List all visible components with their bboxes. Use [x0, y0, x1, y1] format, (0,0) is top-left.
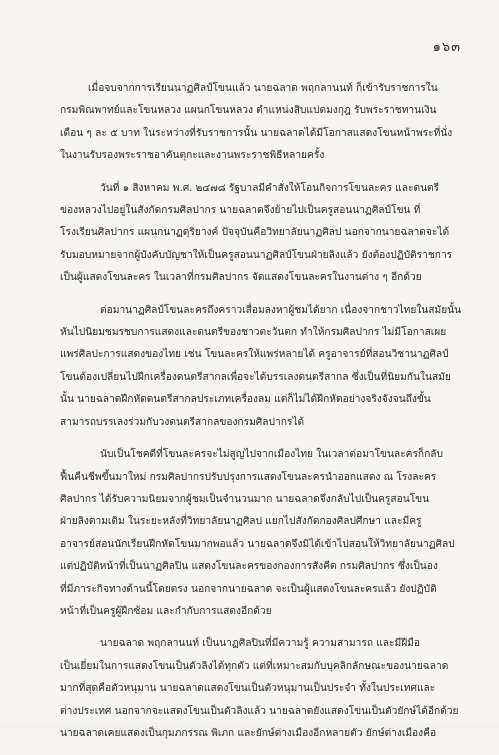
text-line: ศิลปากร ได้รับความนิยมจากผู้ชมเป็นจำนวนมาก นายฉลาดจึงกลับไปเป็นครูสอนโขน: [60, 493, 430, 505]
text-line: ต่อมานาฏศิลป์โขนละครถึงคราวเสื่อมลงหาผู้ชมได้ยาก เนื่องจากชาวไทยในสมัยนั้น: [100, 304, 462, 316]
text-line: นายฉลาด พฤกลานนท์ เป็นนาฏศิลปินที่มีความรู้ ความสามารถ และมีฝีมือ: [100, 638, 421, 650]
paragraph-1: [60, 78, 465, 168]
text-line: โขนต้องเปลี่ยนไปฝึกเครื่องดนตรีสากลเพื่อจะได้บรรเลงดนตรีสากล ซึ่งเป็นที่นิยมกันในสมัย: [60, 371, 451, 383]
page-number: ๑๖๓: [432, 40, 461, 55]
text-line: กรมพิณพาทย์และโขนหลวง แผนกโขนหลวง ตำแหน่งสิบแปดมงกุฎ รับพระราชทานเงิน: [60, 105, 437, 117]
body-text: [60, 78, 465, 755]
text-line: เป็นเยี่ยมในการแสดงโขนเป็นตัวลิงได้ทุกตัว แต่ที่เหมาะสมกับบุคลิกลักษณะของนายฉลาด: [60, 660, 449, 672]
paragraph-4: [60, 444, 465, 623]
text-line: แพร่ศิลปะการแสดงของไทย เช่น โขนละครให้แพร่หลายได้ ครูอาจารย์ที่สอนวิชานาฏศิลป์: [60, 349, 449, 361]
text-line: ฝ่ายลิงตามเดิม ในระยะหลังที่วิทยาลัยนาฏศิลป แยกไปสังกัดกองศิลปศึกษา และมีครู: [60, 516, 422, 528]
text-line: นั้น นายฉลาดฝึกหัดดนตรีสากลประเภทเครื่องลม แต่ก็ไม่ได้ฝึกหัดอย่างจริงจังจนถึงขั้น: [60, 394, 431, 406]
text-line: เดือน ๆ ละ ๕ บาท ในระหว่างที่รับราชการนั้น นายฉลาดได้มีโอกาสแสดงโขนหน้าพระที่นั่ง: [60, 127, 453, 139]
paragraph-3: [60, 300, 465, 434]
paragraph-5: [60, 633, 465, 745]
text-line: นับเป็นโชคดีที่โขนละครจะไม่สูญไปจากเมืองไทย ในเวลาต่อมาโขนละครก็กลับ: [100, 449, 443, 461]
paragraph-2: [60, 178, 465, 290]
text-line: ในงานรับรองพระราชอาคันตุกะและงานพระราชพิธีหลายครั้ง: [60, 150, 325, 162]
text-line: ของหลวงไปอยู่ในสังกัดกรมศิลปากร นายฉลาดจึงย้ายไปเป็นครูสอนนาฏศิลป์โขน ที่: [60, 205, 421, 217]
text-line: อาจารย์สอนนักเรียนฝึกหัดโขนมากพอแล้ว นายฉลาดจึงมิได้เข้าไปสอนให้วิทยาลัยนาฏศิลป: [60, 538, 455, 550]
text-line: หันไปนิยมชมรชบการแสดงและดนตรีของชาวตะวันตก ทำให้กรมศิลปากร ไม่มีโอกาสเผย: [60, 327, 447, 339]
text-line: เมื่อจบจากการเรียนนาฏศิลป์โขนแล้ว นายฉลาด พฤกลานนท์ ก็เข้ารับราชการใน: [88, 83, 438, 94]
text-line: ต่างประเทศ นอกจากจะแสดงโขนเป็นตัวลิงแล้ว นายฉลาดยังแสดงโขนเป็นตัวยักษ์ได้อีกด้วย: [60, 705, 459, 717]
text-line: โรงเรียนศิลปากร แผนกนาฏดุริยางค์ ปัจจุบันคือวิทยาลัยนาฏศิลป นอกจากนายฉลาดจะได้: [60, 227, 450, 239]
text-line: แต่ปฏิบัติหน้าที่เป็นนาฏศิลปิน แสดงโขนละครของกองการสังคีต กรมศิลปากร ซึ่งเป็นอง: [60, 561, 438, 573]
text-line: นายฉลาดเคยแสดงเป็นกุมภกรรณ พิเภก และยักษ์ต่างเมืองอีกหลายตัว ยักษ์ต่างเมืองคือ: [60, 727, 437, 739]
text-line: สามารถบรรเลงร่วมกับวงดนตรีสากลของกรมศิลปากรได้: [60, 416, 305, 428]
text-line: หน้าที่เป็นครูผู้ฝึกซ้อม และกำกับการแสดงอีกด้วย: [60, 605, 272, 617]
text-line: มากที่สุดคือตัวหนุมาน นายฉลาดแสดงโขนเป็นตัวหนุมานเป็นประจำ ทั้งในประเทศและ: [60, 683, 436, 695]
text-line: ที่มีภาระกิจทางด้านนี้โดยตรง นอกจากนายฉลาด จะเป็นผู้แสดงโขนละครแล้ว ยังปฏิบัติ: [60, 583, 437, 595]
text-line: วันที่ ๑ สิงหาคม พ.ศ. ๒๔๗๘ รัฐบาลมีคำสั่งให้โอนกิจการโขนละคร และดนตรี: [100, 182, 440, 194]
text-line: ฟื้นคืนชีพขึ้นมาใหม่ กรมศิลปากรปรับปรุงการแสดงโขนละครนำออกแสดง ณ โรงละคร: [60, 471, 437, 483]
text-line: เป็นผู้แสดงโขนละคร ในเวลาที่กรมศิลปากร จัดแสดงโขนละครในงานต่าง ๆ อีกด้วย: [60, 272, 422, 284]
text-line: รับมอบหมายจากผู้บังคับบัญชาให้เป็นครูสอนนาฏศิลป์โขนฝ่ายลิงแล้ว ยังต้องปฏิบัติราชการ: [60, 249, 453, 261]
